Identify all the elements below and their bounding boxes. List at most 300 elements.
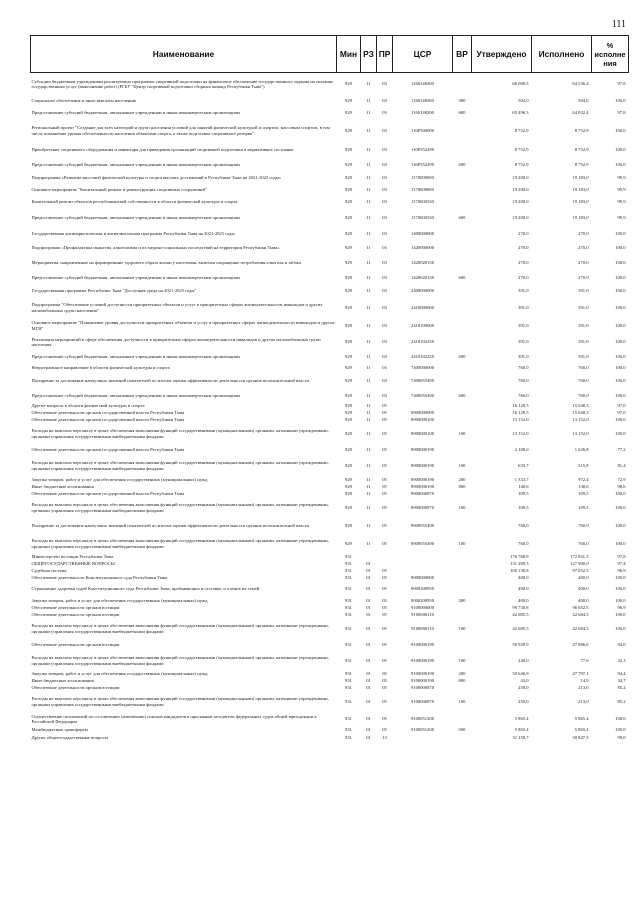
row-executed: 391,0	[578, 288, 589, 294]
row-min: 931	[345, 575, 352, 581]
row-pr: 05	[382, 727, 387, 733]
row-approved: 250,0	[518, 698, 529, 704]
row-percent: 100,0	[615, 540, 626, 546]
row-executed: 270,0	[578, 244, 589, 250]
table-row	[31, 484, 629, 491]
row-executed: 760,0	[578, 377, 589, 383]
row-pr: 03	[382, 322, 387, 328]
row-csr: 9100000190	[411, 671, 434, 677]
row-rz: 11	[366, 377, 371, 383]
row-csr: 9000200950	[411, 586, 434, 592]
row-approved: 66 000,3	[512, 81, 529, 87]
row-approved: 391,0	[518, 353, 529, 359]
row-approved: 250,0	[518, 685, 529, 691]
row-rz: 11	[366, 214, 371, 220]
row-min: 931	[345, 716, 352, 722]
table-row	[31, 727, 629, 734]
row-name: Основное мероприятие "Повышение уровня доступности приоритетных объектов и услуг в приоритетных сферах жизнедеятельности инвалидов и других МГН"	[31, 320, 335, 331]
row-vr	[453, 605, 472, 612]
row-csr: 8900000870	[411, 491, 434, 497]
row-rz: 11	[366, 504, 371, 510]
row-min: 931	[345, 597, 352, 603]
row-pr: 03	[382, 97, 387, 103]
row-name: Предоставление субсидий бюджетным, автономным учреждениям и иным некоммерческим организациям	[31, 275, 240, 281]
table-row	[31, 389, 629, 403]
table-row	[31, 73, 629, 95]
row-pr: 05	[382, 641, 387, 647]
row-executed: 8 752,9	[574, 127, 589, 133]
table-row	[31, 351, 629, 363]
row-vr	[453, 491, 472, 498]
row-pr: 05	[382, 417, 387, 423]
row-vr: 600	[458, 275, 466, 281]
row-csr: 1420000000	[411, 244, 434, 250]
row-rz: 11	[366, 147, 371, 153]
row-name: Предоставление субсидий бюджетным, автономным учреждениям и иным некоммерческим организациям	[31, 110, 240, 116]
row-approved: 19 200,0	[512, 175, 529, 181]
row-vr: 100	[458, 430, 466, 436]
row-min: 931	[345, 561, 352, 567]
header-percent: % исполне ния	[592, 36, 629, 73]
row-csr: 1170600330	[411, 214, 434, 220]
row-vr	[453, 685, 472, 692]
row-executed: 77,6	[580, 657, 589, 663]
row-name: Непрограммное направление в области физической культуры и спорта	[31, 364, 170, 370]
row-approved: 2 108,0	[514, 446, 529, 452]
row-pr: 03	[382, 288, 387, 294]
row-csr: 9100000870	[411, 698, 434, 704]
row-percent: 100,0	[615, 230, 626, 236]
row-approved: 760,0	[518, 540, 529, 546]
row-vr	[453, 373, 472, 389]
row-pr: 05	[382, 522, 387, 528]
row-approved: 240,0	[518, 657, 529, 663]
row-approved: 400,0	[518, 597, 529, 603]
row-percent: 100,0	[615, 597, 626, 603]
row-csr: 8900000100	[411, 417, 434, 423]
table-row	[31, 456, 629, 476]
row-executed: 391,0	[578, 339, 589, 345]
row-approved: 109,5	[518, 491, 529, 497]
row-csr	[393, 554, 453, 561]
row-pr: 05	[382, 568, 387, 574]
row-approved: 50 929,9	[512, 641, 529, 647]
row-name: Расходы на выплаты персоналу в целях обеспечения выполнения функций государственными (муниципальными) органами, казенными учреждениями, органами управления государственными внебюджетными фондами	[31, 623, 329, 634]
row-pr: 05	[382, 625, 387, 631]
row-approved: 50 646,9	[512, 671, 529, 677]
row-approved: 8 752,9	[514, 147, 529, 153]
row-min: 929	[345, 275, 352, 281]
row-vr: 600	[458, 214, 466, 220]
row-rz: 11	[366, 260, 371, 266]
row-vr: 200	[458, 476, 466, 482]
row-percent: 99,0	[617, 734, 626, 740]
row-executed: 760,0	[578, 522, 589, 528]
row-rz: 01	[366, 575, 371, 581]
row-executed: 270,0	[578, 260, 589, 266]
row-min: 929	[345, 260, 352, 266]
row-executed: 400,0	[578, 575, 589, 581]
row-csr: 2410102250	[411, 339, 434, 345]
row-percent: 97,0	[617, 410, 626, 416]
row-percent: 100,0	[615, 97, 626, 103]
row-approved: 176 768,9	[510, 554, 529, 560]
table-row	[31, 575, 629, 582]
row-pr: 05	[382, 403, 387, 409]
row-min: 931	[345, 641, 352, 647]
row-min: 929	[345, 175, 352, 181]
row-approved: 400,0	[518, 586, 529, 592]
row-percent: 94,0	[617, 641, 626, 647]
row-csr: 1160148200	[411, 97, 434, 103]
header-vr: ВР	[453, 36, 472, 73]
row-approved: 760,0	[518, 522, 529, 528]
row-csr: 9100000110	[411, 612, 434, 618]
table-row	[31, 227, 629, 241]
row-csr: 8900000190	[411, 446, 434, 452]
row-name: Капитальный ремонт объектов республиканской собственности в области физической культуры и спорта	[31, 198, 238, 204]
row-csr: 1170000000	[411, 175, 434, 181]
row-rz: 11	[366, 304, 371, 310]
row-executed: 19 183,0	[572, 175, 589, 181]
row-csr: 9100000110	[411, 625, 434, 631]
row-vr: 100	[458, 462, 466, 468]
row-rz: 01	[366, 685, 371, 691]
row-vr	[453, 227, 472, 241]
row-vr: 600	[458, 353, 466, 359]
row-pr	[377, 561, 393, 568]
row-vr	[453, 185, 472, 195]
row-approved: 131 289,5	[510, 561, 529, 567]
table-row	[31, 612, 629, 619]
row-approved: 19 200,0	[512, 214, 529, 220]
row-approved: 760,0	[518, 364, 529, 370]
table-row	[31, 678, 629, 685]
row-min: 929	[345, 430, 352, 436]
row-pr: 05	[382, 612, 387, 618]
row-vr	[453, 195, 472, 209]
row-pr: 03	[382, 81, 387, 87]
row-name: Расходы на выплаты персоналу в целях обеспечения выполнения функций государственными (муниципальными) органами, казенными учреждениями, органами управления государственными внебюджетными фондами	[31, 538, 329, 549]
row-approved: 13 152,0	[512, 417, 529, 423]
row-min: 929	[345, 377, 352, 383]
table-row	[31, 491, 629, 498]
row-pr: 03	[382, 230, 387, 236]
row-executed: 19 183,0	[572, 186, 589, 192]
row-rz: 01	[366, 605, 371, 611]
row-csr: 2410100000	[411, 322, 434, 328]
row-rz: 11	[366, 230, 371, 236]
row-executed: 172 841,3	[570, 554, 589, 560]
table-row	[31, 159, 629, 172]
row-rz: 01	[366, 568, 371, 574]
row-vr	[453, 172, 472, 185]
row-pr: 03	[382, 162, 387, 168]
row-min: 929	[345, 364, 352, 370]
row-pr: 05	[382, 410, 387, 416]
row-vr	[453, 142, 472, 159]
row-rz: 11	[366, 476, 371, 482]
row-pr: 03	[382, 244, 387, 250]
row-csr	[393, 561, 453, 568]
row-vr: 100	[458, 698, 466, 704]
row-pr: 05	[382, 597, 387, 603]
table-row	[31, 318, 629, 334]
row-csr	[393, 403, 453, 410]
row-rz: 01	[366, 678, 371, 684]
row-vr: 600	[458, 110, 466, 116]
row-approved: 109,5	[518, 504, 529, 510]
row-pr: 05	[382, 540, 387, 546]
row-approved: 42 685,5	[512, 612, 529, 618]
row-vr	[453, 734, 472, 742]
row-csr: 8900055490	[411, 522, 434, 528]
table-row	[31, 120, 629, 142]
row-rz: 01	[366, 625, 371, 631]
table-row	[31, 734, 629, 742]
row-executed: 270,0	[578, 275, 589, 281]
row-percent: 94,4	[617, 671, 626, 677]
row-percent: 97,8	[617, 81, 626, 87]
row-executed: 64 032,4	[572, 110, 589, 116]
row-pr: 05	[382, 446, 387, 452]
row-name: Обеспечение деятельности органов юстиции	[31, 605, 120, 611]
row-csr: 9100000190	[411, 678, 434, 684]
row-percent: 100,0	[615, 522, 626, 528]
row-vr: 600	[458, 392, 466, 398]
row-min: 929	[345, 339, 352, 345]
row-approved: 391,0	[518, 339, 529, 345]
row-name: Обеспечение деятельности органов государственной власти Республики Тыва	[31, 446, 185, 452]
row-percent: 100,0	[615, 417, 626, 423]
row-pr: 05	[382, 685, 387, 691]
row-executed: 47 886,6	[572, 641, 589, 647]
row-pr: 03	[382, 377, 387, 383]
row-rz: 01	[366, 561, 371, 567]
row-executed: 400,0	[578, 586, 589, 592]
row-rz: 11	[366, 97, 371, 103]
row-min: 931	[345, 554, 352, 560]
row-approved: 633,7	[518, 462, 529, 468]
row-percent: 100,0	[615, 339, 626, 345]
row-csr: 1420020150	[411, 260, 434, 266]
row-approved: 400,0	[518, 575, 529, 581]
row-name: Расходы на выплаты персоналу в целях обеспечения выполнения функций государственными (муниципальными) органами, казенными учреждениями, органами управления государственными внебюджетными фондами	[31, 655, 329, 666]
row-min: 929	[345, 446, 352, 452]
row-min: 929	[345, 484, 352, 490]
row-csr: 9100051200	[411, 716, 434, 722]
row-csr: 9000200950	[411, 597, 434, 603]
row-pr: 03	[382, 275, 387, 281]
row-vr	[453, 120, 472, 142]
row-pr: 05	[382, 671, 387, 677]
row-name: Обеспечение деятельности органов государственной власти Республики Тыва	[31, 410, 185, 416]
row-csr	[393, 568, 453, 575]
row-vr	[453, 417, 472, 424]
row-percent: 96,9	[617, 568, 626, 574]
row-name: Предоставление субсидий бюджетным, автономным учреждениям и иным некоммерческим организациям	[31, 353, 240, 359]
row-name: Реализация мероприятий в сфере обеспечения доступности в приоритетных сферах жизнедеятельности инвалидов и других маломобильных групп населения	[31, 336, 321, 347]
row-approved: 99 730,8	[512, 605, 529, 611]
row-rz: 01	[366, 727, 371, 733]
row-approved: 270,0	[518, 230, 529, 236]
row-approved: 16 129,5	[512, 403, 529, 409]
row-name: Закупка товаров, работ и услуг для обеспечения государственных (муниципальных) нужд	[31, 671, 208, 677]
row-executed: 109,5	[578, 491, 589, 497]
row-vr	[453, 285, 472, 298]
row-csr: 116P552290	[410, 162, 435, 168]
row-pr: 05	[382, 484, 387, 490]
row-percent: 97,8	[617, 554, 626, 560]
row-rz: 01	[366, 641, 371, 647]
row-vr: 200	[458, 671, 466, 677]
row-csr: 1160148200	[411, 81, 434, 87]
row-executed: 14,9	[580, 678, 589, 684]
row-name: Страхование здоровья судей Конституционного суда Республики Тыва, пребывающих в отставке, и членов их семей	[31, 586, 260, 592]
row-csr: 1160148200	[411, 110, 434, 116]
row-csr: 9100000870	[411, 685, 434, 691]
row-name: Обеспечение деятельности органов юстиции	[31, 641, 120, 647]
row-min: 931	[345, 685, 352, 691]
header-approved: Утверждено	[472, 36, 532, 73]
row-vr: 800	[458, 678, 466, 684]
row-vr	[453, 410, 472, 417]
row-approved: 42 685,5	[512, 625, 529, 631]
row-name: Поощрение за достижение наилучших значений показателей по итогам оценки эффективности деятельности органов исполнительной власти	[31, 522, 309, 528]
row-percent: 98,6	[617, 484, 626, 490]
row-pr: 05	[382, 462, 387, 468]
row-rz: 11	[366, 322, 371, 328]
row-percent: 96,9	[617, 605, 626, 611]
header-min: Мин	[337, 36, 361, 73]
row-executed: 127 900,0	[570, 561, 589, 567]
row-min: 929	[345, 522, 352, 528]
row-min: 929	[345, 476, 352, 482]
row-name: Расходы на выплаты персоналу в целях обеспечения выполнения функций государственными (муниципальными) органами, казенными учреждениями, органами управления государственными внебюджетными фондами	[31, 696, 329, 707]
table-row	[31, 692, 629, 712]
row-executed: 13 152,0	[572, 417, 589, 423]
row-csr: 1400000000	[411, 230, 434, 236]
row-percent: 97,4	[617, 561, 626, 567]
row-vr: 300	[458, 97, 466, 103]
row-name: Подпрограмма «Профилактика пьянства, алкоголизма и их медико-социальных последствий на территории Республики Тыва»	[31, 244, 280, 250]
row-pr: 03	[382, 127, 387, 133]
row-percent: 85,2	[617, 698, 626, 704]
row-percent: 100,0	[615, 364, 626, 370]
row-percent: 77,2	[617, 446, 626, 452]
row-min: 929	[345, 392, 352, 398]
row-name: Субсидии бюджетным учреждениям реализующих программы спортивной подготовки на финансовое обеспечение государственного задания на оказание государственных услуг (выполнение работ) (РГБУ "Центр спортивной подготовки сборных команд Республики Тыва")	[31, 78, 334, 89]
row-pr: 05	[382, 716, 387, 722]
row-pr	[377, 554, 393, 561]
row-name: Обеспечение деятельности органов государственной власти Республики Тыва	[31, 491, 185, 497]
row-approved: 16 129,5	[512, 410, 529, 416]
row-executed: 5 865,4	[574, 716, 589, 722]
row-pr: 03	[382, 147, 387, 153]
row-min: 929	[345, 403, 352, 409]
row-min: 929	[345, 214, 352, 220]
row-name: Обеспечение деятельности органов юстиции	[31, 612, 120, 618]
row-percent: 99,9	[617, 186, 626, 192]
row-percent: 100,0	[615, 430, 626, 436]
row-pr: 03	[382, 392, 387, 398]
row-vr	[453, 575, 472, 582]
row-name: Подпрограмма "Обеспечение условий доступности приоритетных объектов и услуг в приоритетных сферах жизнедеятельности инвалидов и других маломобильных групп населения"	[31, 302, 323, 313]
table-row	[31, 334, 629, 351]
table-row	[31, 568, 629, 575]
table-row	[31, 285, 629, 298]
table-row	[31, 417, 629, 424]
header-pr: ПР	[377, 36, 393, 73]
table-row	[31, 298, 629, 318]
row-rz: 11	[366, 403, 371, 409]
row-min: 929	[345, 147, 352, 153]
row-name: Предоставление субсидий бюджетным, автономным учреждениям и иным некоммерческим организациям	[31, 162, 240, 168]
row-pr: 05	[382, 698, 387, 704]
row-percent: 100,0	[615, 288, 626, 294]
row-csr: 8900000000	[411, 410, 434, 416]
row-rz: 11	[366, 410, 371, 416]
table-row	[31, 685, 629, 692]
row-percent: 100,0	[615, 304, 626, 310]
row-name: Государственная антинаркотическая и антиалкогольная программа Республики Тыва на 2021-2025 годы	[31, 230, 235, 236]
row-min: 931	[345, 698, 352, 704]
row-vr	[453, 612, 472, 619]
row-executed: 504,0	[578, 97, 589, 103]
row-approved: 19 200,0	[512, 198, 529, 204]
row-executed: 5 865,4	[574, 727, 589, 733]
row-pr: 03	[382, 339, 387, 345]
row-executed: 515,8	[578, 462, 589, 468]
table-row	[31, 403, 629, 410]
row-csr: 9100000190	[411, 641, 434, 647]
header-executed: Исполнено	[532, 36, 592, 73]
row-executed: 15 648,3	[572, 410, 589, 416]
row-executed: 391,0	[578, 353, 589, 359]
row-approved: 760,0	[518, 392, 529, 398]
row-approved: 391,0	[518, 322, 529, 328]
row-name: Приобретение спортивного оборудования и инвентаря для приведения организаций спортивной подготовки в нормативное состояние	[31, 147, 294, 153]
row-rz: 11	[366, 462, 371, 468]
table-row	[31, 272, 629, 285]
row-executed: 96 652,5	[572, 605, 589, 611]
row-rz	[361, 554, 377, 561]
row-pr: 05	[382, 605, 387, 611]
table-row	[31, 561, 629, 568]
row-csr	[393, 734, 453, 742]
row-executed: 391,0	[578, 304, 589, 310]
row-rz: 01	[366, 657, 371, 663]
table-row	[31, 142, 629, 159]
row-min: 931	[345, 671, 352, 677]
row-name: Осуществление полномочий по составлению (изменению) списков кандидатов в присяжные заседатели федеральных судов общей юрисдикции в Российской Федерации	[31, 713, 317, 724]
table-row	[31, 498, 629, 518]
row-percent: 85,2	[617, 685, 626, 691]
row-min: 929	[345, 417, 352, 423]
row-csr: 8900000190	[411, 484, 434, 490]
row-pr: 05	[382, 586, 387, 592]
row-executed: 213,0	[578, 685, 589, 691]
row-pr: 05	[382, 476, 387, 482]
row-min: 931	[345, 605, 352, 611]
row-csr: 8900000190	[411, 476, 434, 482]
row-csr: 1420020150	[411, 275, 434, 281]
row-percent: 100,0	[615, 322, 626, 328]
row-vr	[453, 241, 472, 255]
row-name: Предоставление субсидий бюджетным, автономным учреждениям и иным некоммерческим организациям	[31, 214, 240, 220]
row-pr: 03	[382, 175, 387, 181]
table-row	[31, 255, 629, 272]
